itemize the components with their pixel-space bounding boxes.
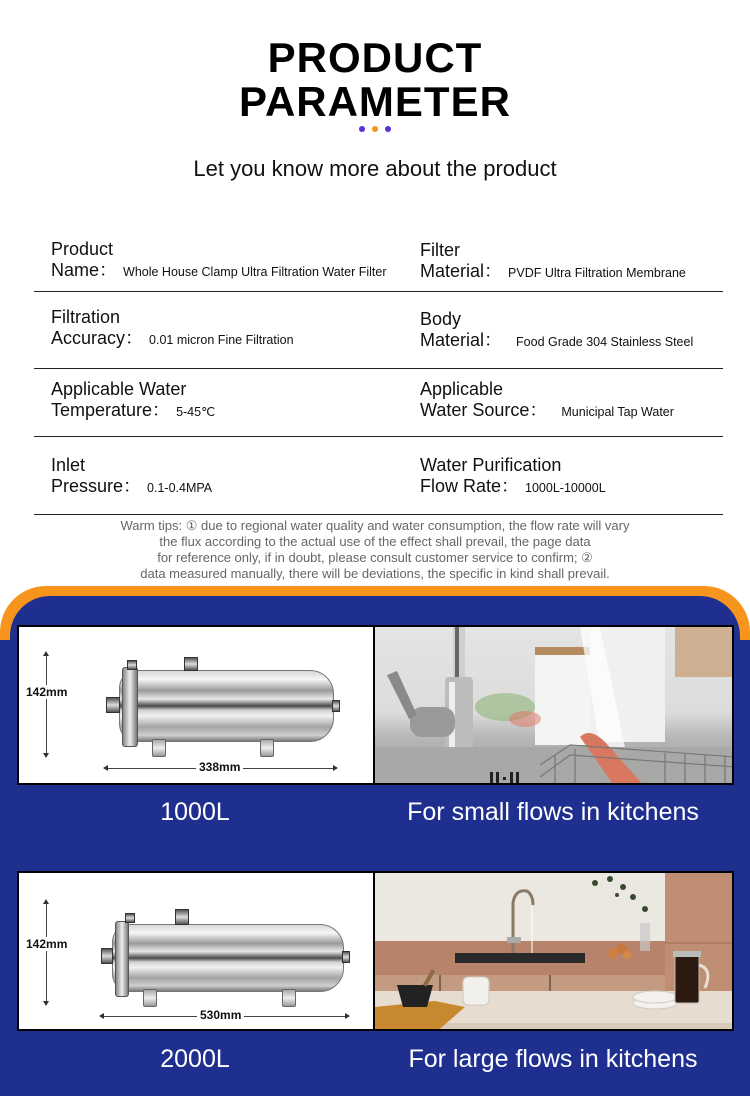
param-value: 5-45℃ (176, 405, 216, 419)
decorative-dots (359, 126, 391, 132)
param-flow-rate: Water Purification Flow Rate： 1000L-10000L (420, 455, 606, 496)
dot-icon (385, 126, 391, 132)
kitchen-faucet-spray-photo (373, 625, 734, 785)
capacity-label-1000l: 1000L (160, 798, 230, 826)
param-filtration-accuracy: Filtration Accuracy： 0.01 micron Fine Filtration (51, 307, 294, 348)
parameter-row (34, 369, 723, 437)
param-value: Food Grade 304 Stainless Steel (516, 335, 694, 349)
page-subtitle: Let you know more about the product (193, 156, 557, 181)
kitchen-scene-illustration (375, 873, 734, 1031)
usage-label-large-flows: For large flows in kitchens (408, 1045, 698, 1073)
param-water-source: Applicable Water Source： Municipal Tap Water (420, 379, 674, 420)
parameter-table (34, 230, 723, 515)
filter-tank-image (112, 924, 344, 992)
kitchen-counter-sink-photo (373, 871, 734, 1031)
param-inlet-pressure: Inlet Pressure： 0.1-0.4MPA (51, 455, 213, 496)
length-dimension-label: 338mm (196, 760, 243, 774)
param-value: PVDF Ultra Filtration Membrane (508, 266, 686, 280)
param-value: 0.1-0.4MPA (147, 481, 213, 495)
title-line-2: PARAMETER (239, 78, 511, 125)
arrow-down-icon (43, 753, 49, 758)
param-product-name: Product Name： Whole House Clamp Ultra Filtration Water Filter (51, 239, 387, 280)
dot-icon (359, 126, 365, 132)
parameter-row (34, 292, 723, 369)
title-line-1: PRODUCT (267, 34, 483, 81)
arrow-right-icon (333, 765, 338, 771)
product-dimension-card-2000l (17, 871, 375, 1031)
kitchen-scene-illustration (375, 627, 734, 785)
capacity-label-2000l: 2000L (160, 1045, 230, 1073)
arrow-up-icon (43, 651, 49, 656)
arrow-left-icon (99, 1013, 104, 1019)
param-value: Whole House Clamp Ultra Filtration Water Filter (123, 265, 387, 279)
arrow-left-icon (103, 765, 108, 771)
param-body-material: Body Material： Food Grade 304 Stainless Steel (420, 309, 694, 350)
warm-tips: Warm tips: ① due to regional water quality and water consumption, the flow rate will vary the flux according to the actual use of the effect shall prevail, the page data for reference only, if in doubt, please consult customer service to confirm; ② data measured manually, there will be deviations, the specific in kind shall prevail. (120, 518, 630, 581)
arrow-up-icon (43, 899, 49, 904)
arrow-right-icon (345, 1013, 350, 1019)
param-water-temperature: Applicable Water Temperature： 5-45℃ (51, 379, 216, 420)
product-dimension-card-1000l (17, 625, 375, 785)
height-dimension-label: 142mm (23, 685, 70, 699)
parameter-row (34, 230, 723, 292)
page-title (0, 36, 750, 124)
length-dimension-label: 530mm (197, 1008, 244, 1022)
dot-icon (372, 126, 378, 132)
param-value: 0.01 micron Fine Filtration (149, 333, 294, 347)
param-value: Municipal Tap Water (561, 405, 674, 419)
usage-label-small-flows: For small flows in kitchens (407, 798, 699, 826)
page-header (0, 0, 750, 220)
arrow-down-icon (43, 1001, 49, 1006)
height-dimension-label: 142mm (23, 937, 70, 951)
param-filter-material: Filter Material： PVDF Ultra Filtration Membrane (420, 240, 686, 281)
filter-tank-image (119, 670, 334, 742)
parameter-row (34, 437, 723, 515)
param-value: 1000L-10000L (525, 481, 606, 495)
